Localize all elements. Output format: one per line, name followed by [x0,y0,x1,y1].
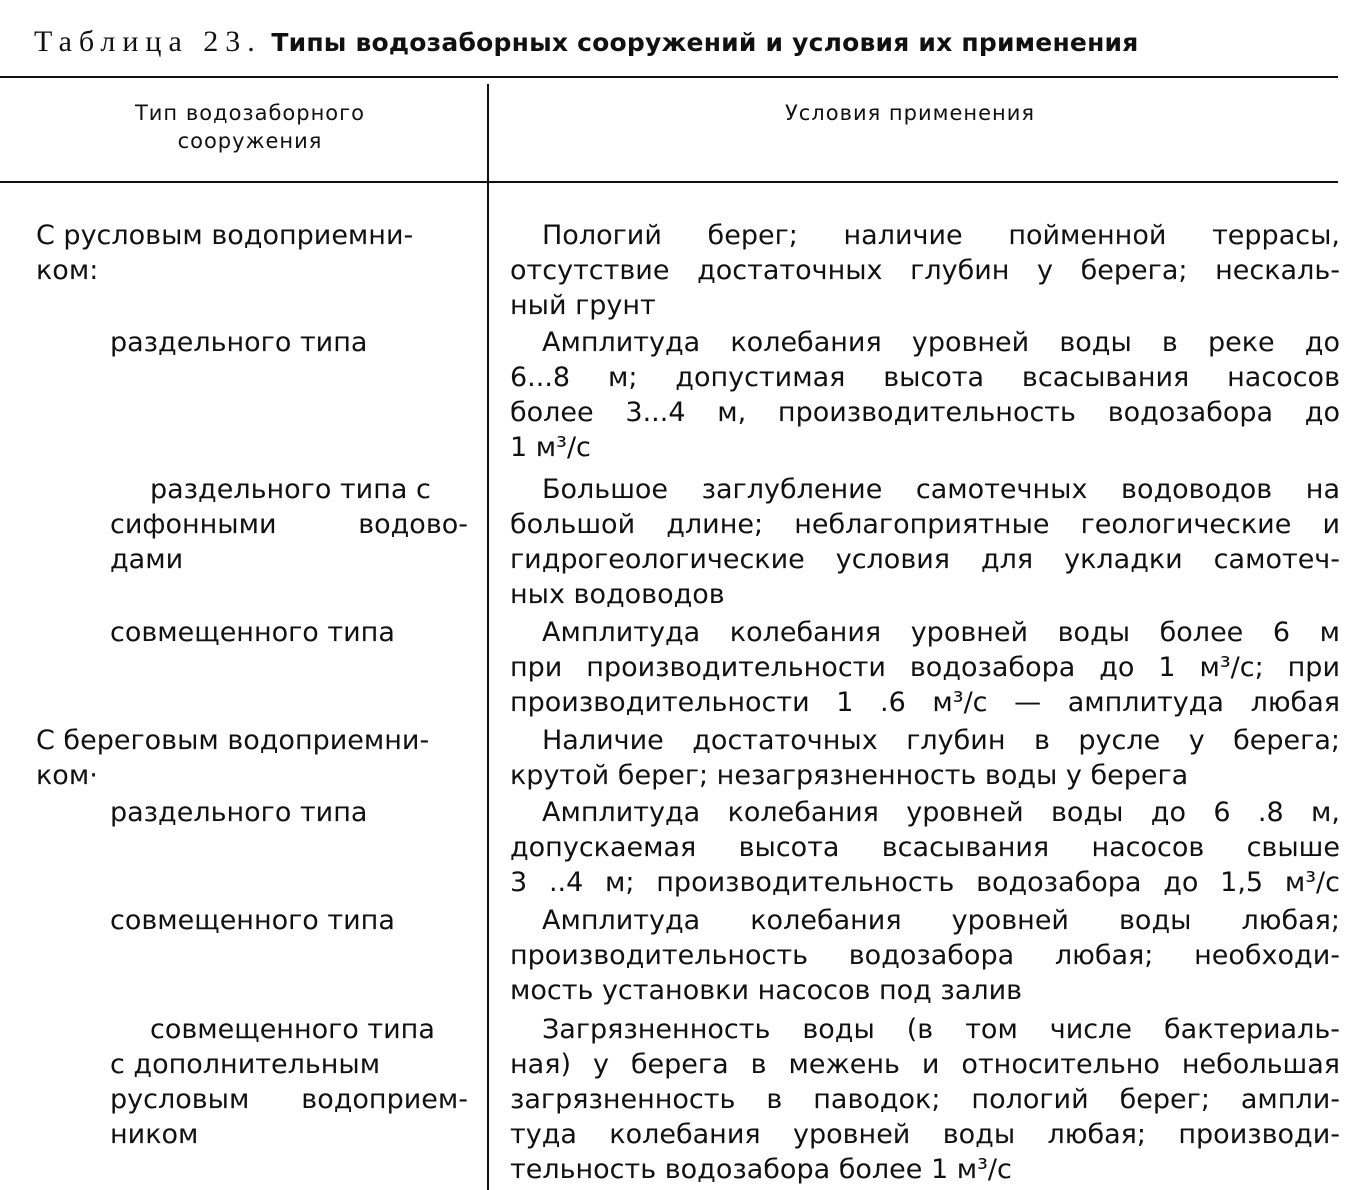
conditions-line: 3 ..4 м; производительность водозабора до 1,5 м³/с [510,867,1340,898]
type-line: с дополнительным [110,1049,381,1080]
conditions-line: тельность водозабора более 1 м³/с [510,1154,1012,1185]
header-type-line: Тип водозаборного [134,101,366,125]
type-line: совмещенного типа [110,617,395,648]
type-cell [36,723,468,793]
top-rule [0,76,1338,78]
type-line: сифонными водово- [110,509,468,540]
header-rule [0,181,1338,183]
conditions-line: Амплитуда колебания уровней воды до 6 .8 м, [542,797,1340,828]
column-divider [487,84,489,1190]
conditions-line: Пологий берег; наличие пойменной террасы, [542,220,1340,251]
header-type-column [60,99,440,155]
type-line: ком: [36,255,99,286]
conditions-cell [510,795,1340,900]
type-line: совмещенного типа [150,1014,435,1045]
conditions-line: Загрязненность воды (в том числе бактериаль- [542,1014,1340,1045]
type-cell [110,472,468,577]
conditions-line: 1 м³/с [510,432,591,463]
conditions-line: Большое заглубление самотечных водоводов на [542,474,1340,505]
type-line: ком· [36,760,98,791]
type-cell [110,1012,468,1152]
conditions-cell [510,903,1340,1008]
conditions-line: отсутствие достаточных глубин у берега; нескаль- [510,255,1340,286]
table-caption [34,20,1344,65]
conditions-line: 6...8 м; допустимая высота всасывания насосов [510,362,1340,393]
type-line: дами [110,544,184,575]
conditions-cell [510,325,1340,465]
conditions-cell [510,218,1340,323]
conditions-line: Амплитуда колебания уровней воды любая; [542,905,1340,936]
conditions-cell [510,615,1340,720]
conditions-line: гидрогеологические условия для укладки самотеч- [510,544,1340,575]
conditions-line: крутой берег; незагрязненность воды у берега [510,760,1189,791]
conditions-line: мость установки насосов под залив [510,975,1023,1006]
conditions-line: производительность водозабора любая; необходи- [510,940,1340,971]
type-line: С береговым водоприемни- [36,725,430,756]
header-conditions-column: Условия применения [784,101,1036,125]
conditions-line: производительности 1 .6 м³/с — амплитуда любая [510,687,1340,718]
type-line: раздельного типа [110,327,368,358]
conditions-line: более 3...4 м, производительность водозабора до [510,397,1340,428]
table-title: Типы водозаборных сооружений и условия их применения [271,28,1139,57]
conditions-line: большой длине; неблагоприятные геологические и [510,509,1340,540]
type-cell [110,903,468,938]
conditions-line: ный грунт [510,290,656,321]
conditions-cell [510,723,1340,793]
conditions-line: Амплитуда колебания уровней воды в реке до [542,327,1340,358]
type-cell [110,325,468,360]
type-line: раздельного типа с [150,474,431,505]
conditions-line: ная) у берега в межень и относительно небольшая [510,1049,1340,1080]
type-cell [110,615,468,650]
table-number: Таблица 23. [34,25,262,58]
conditions-cell [510,472,1340,612]
conditions-line: при производительности водозабора до 1 м³/с; при [510,652,1340,683]
type-line: ником [110,1119,199,1150]
conditions-line: ных водоводов [510,579,725,610]
conditions-line: допускаемая высота всасывания насосов свыше [510,832,1340,863]
type-line: русловым водоприем- [110,1084,468,1115]
type-cell [36,218,468,288]
conditions-cell [510,1012,1340,1187]
type-cell [110,795,468,830]
header-type-line: сооружения [177,129,323,153]
type-line: С русловым водоприемни- [36,220,414,251]
conditions-line: Наличие достаточных глубин в русле у берега; [542,725,1340,756]
conditions-line: туда колебания уровней воды любая; производи- [510,1119,1340,1150]
conditions-line: загрязненность в паводок; пологий берег; ампли- [510,1084,1340,1115]
type-line: совмещенного типа [110,905,395,936]
type-line: раздельного типа [110,797,368,828]
conditions-line: Амплитуда колебания уровней воды более 6 м [542,617,1340,648]
